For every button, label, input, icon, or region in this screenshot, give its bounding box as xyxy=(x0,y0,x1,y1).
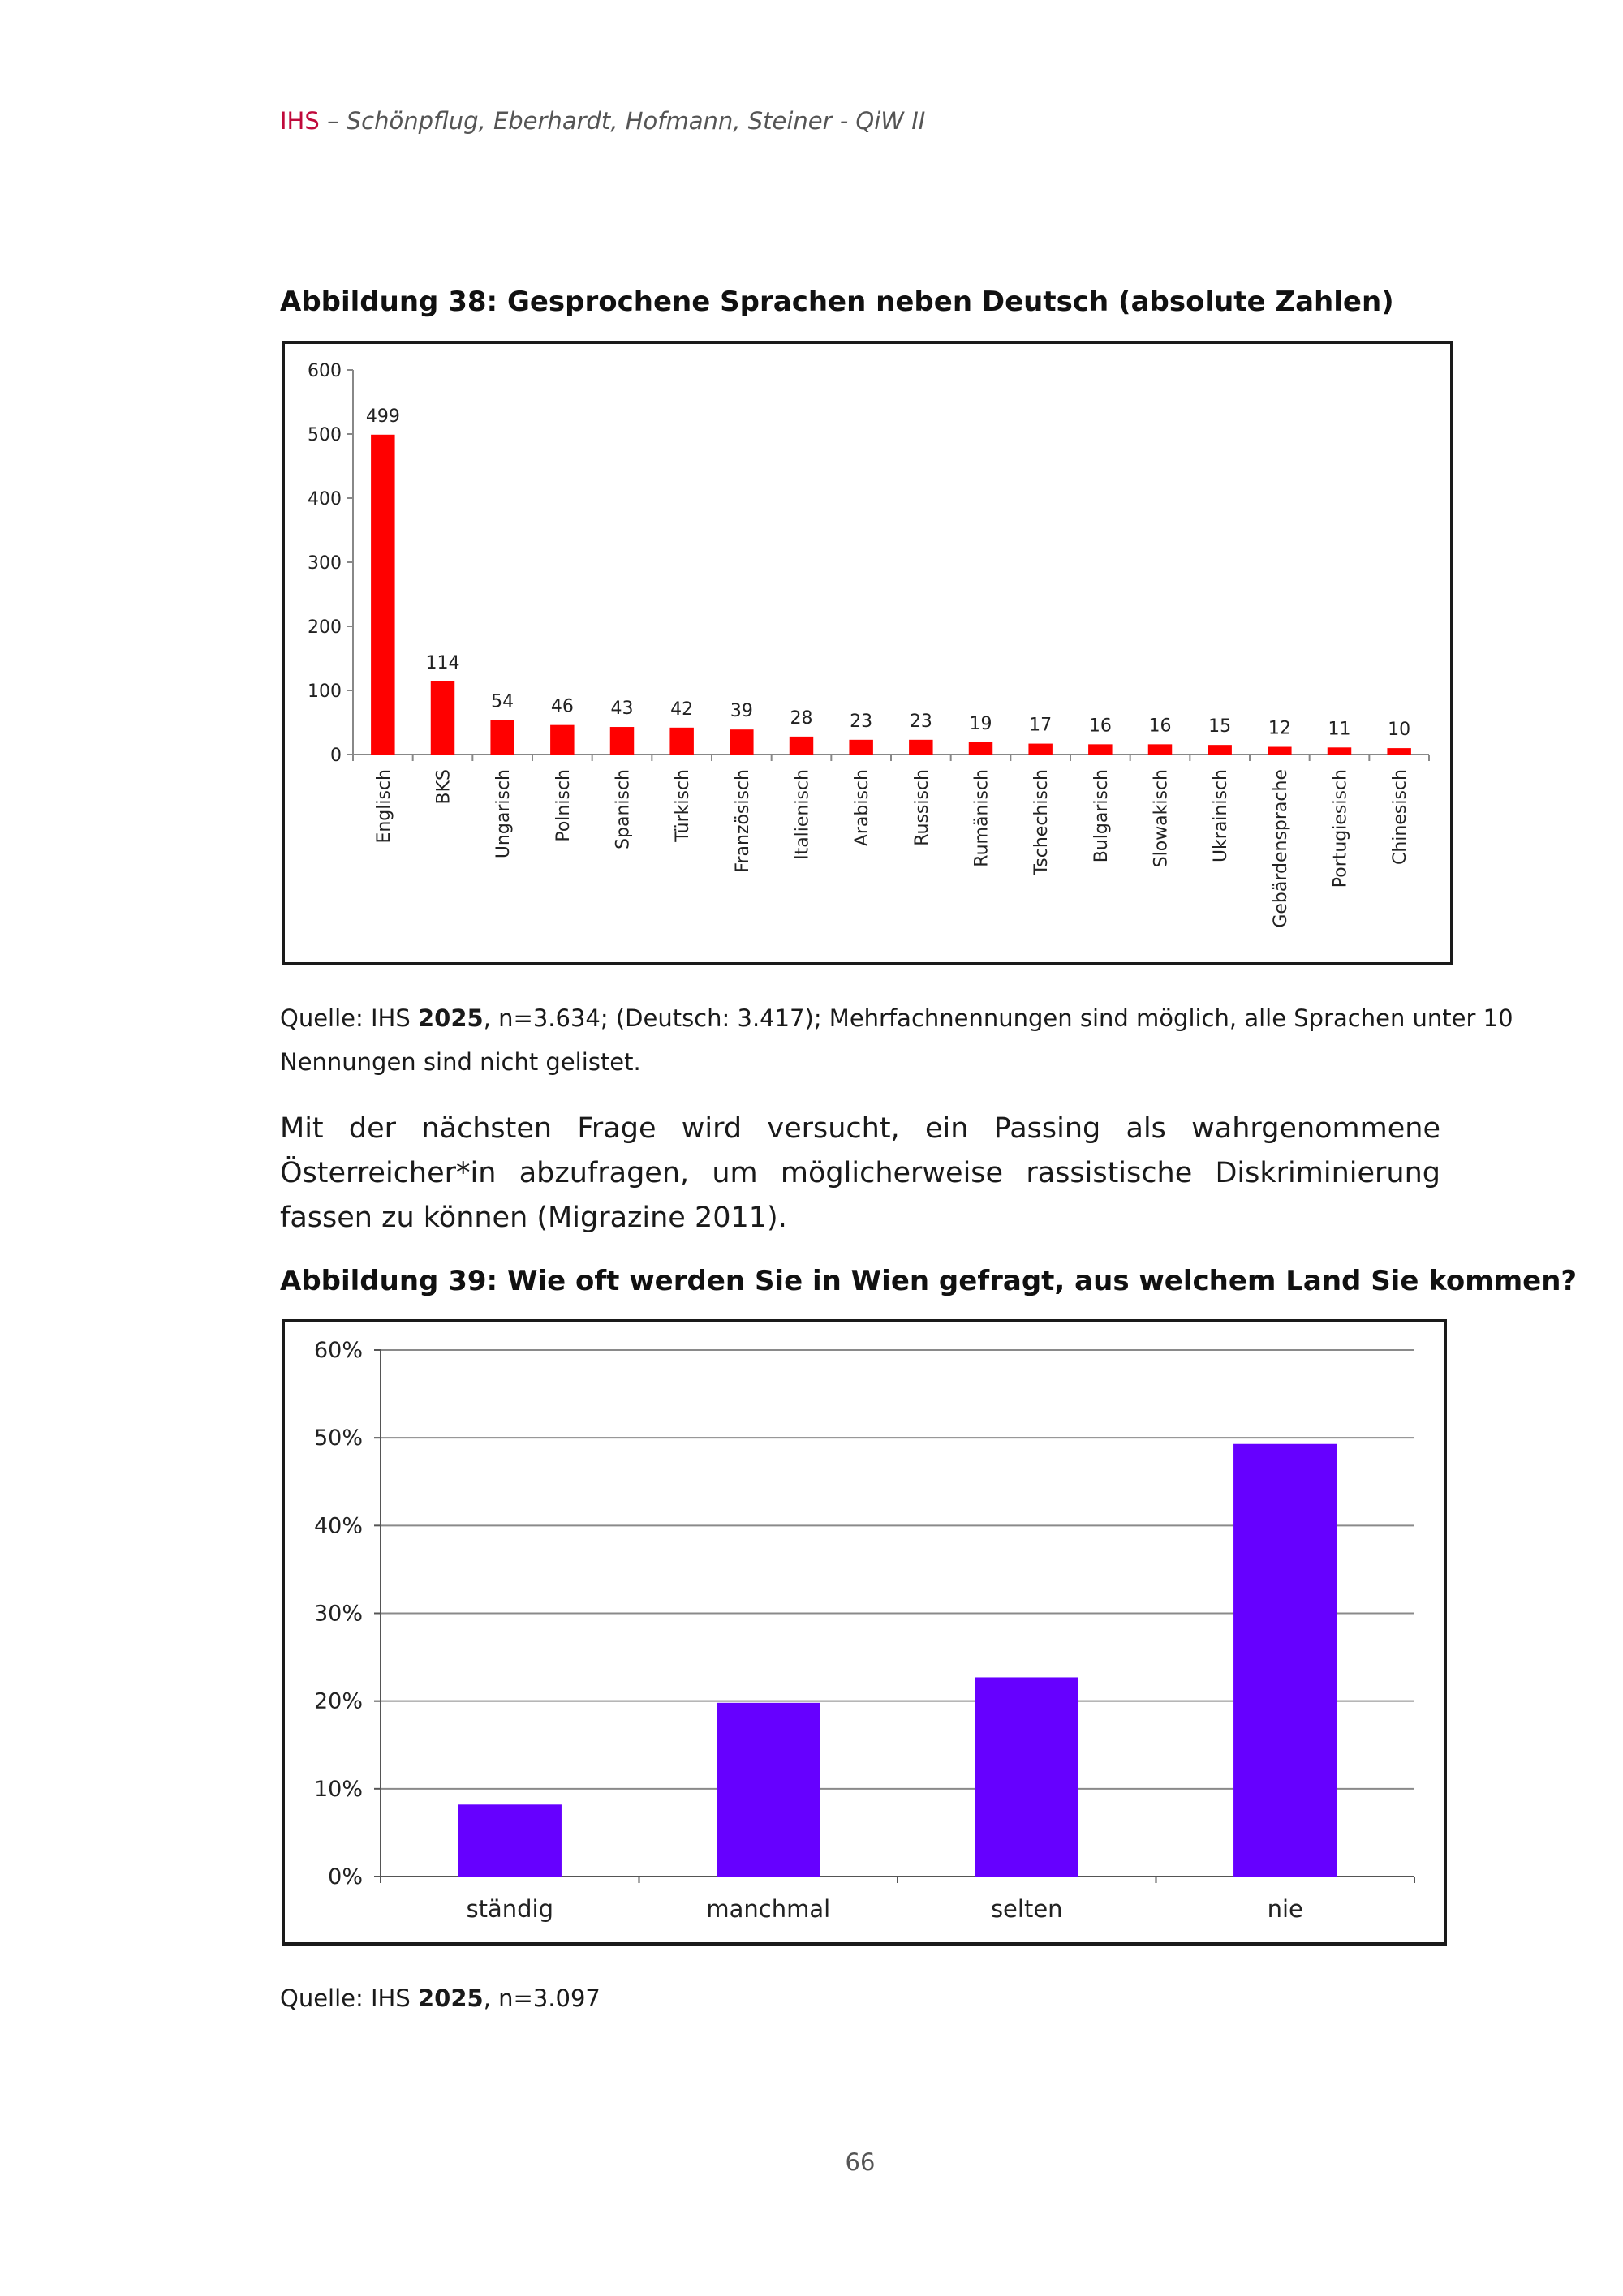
y-tick-label: 10% xyxy=(313,1776,363,1802)
x-tick-label: Ukrainisch xyxy=(1211,769,1232,863)
x-tick-label: Portugiesisch xyxy=(1330,769,1351,888)
bar xyxy=(610,727,634,755)
data-label: 39 xyxy=(730,701,753,722)
bar xyxy=(669,728,693,755)
figure-39-chart xyxy=(282,1319,1447,1946)
y-tick-label: 400 xyxy=(308,489,342,510)
bar xyxy=(1328,747,1351,755)
body-paragraph: Mit der nächsten Frage wird versucht, ein Passing als wahrgenommene Österreicher*in abzufragen, um möglicherweise rassistische Diskriminierung fassen zu können (Migrazine 2011). xyxy=(280,1112,1440,1234)
y-tick-label: 0% xyxy=(328,1864,363,1890)
x-tick-label: Ungarisch xyxy=(493,769,514,859)
data-label: 42 xyxy=(670,699,694,720)
bar xyxy=(1233,1444,1337,1877)
bar xyxy=(790,737,813,755)
figure-39-svg xyxy=(285,1322,1444,1942)
bar xyxy=(730,729,753,755)
bar xyxy=(458,1804,562,1877)
figure-38-source-line2: Nennungen sind nicht gelistet. xyxy=(280,1048,641,1076)
x-tick-label: Russisch xyxy=(911,769,932,846)
data-label: 46 xyxy=(550,696,574,717)
bar xyxy=(371,435,394,755)
x-tick-label: BKS xyxy=(433,769,454,805)
data-label: 23 xyxy=(850,711,873,732)
data-label: 12 xyxy=(1268,718,1291,739)
y-tick-label: 600 xyxy=(308,361,342,381)
page-number: 66 xyxy=(845,2148,876,2176)
data-label: 54 xyxy=(491,691,514,712)
data-label: 16 xyxy=(1148,716,1172,737)
bar xyxy=(975,1677,1078,1877)
figure-39-title: Abbildung 39: Wie oft werden Sie in Wien gefragt, aus welchem Land Sie kommen? xyxy=(280,1265,1578,1297)
x-tick-label: ständig xyxy=(466,1895,554,1923)
x-tick-label: Englisch xyxy=(373,769,394,844)
x-tick-label: Bulgarisch xyxy=(1091,768,1112,863)
data-label: 114 xyxy=(425,652,460,673)
bar xyxy=(1268,747,1291,755)
x-tick-label: Chinesisch xyxy=(1390,769,1411,865)
bar xyxy=(1148,744,1172,755)
y-tick-label: 300 xyxy=(308,553,342,574)
x-tick-label: Türkisch xyxy=(673,769,694,842)
x-tick-label: Spanisch xyxy=(613,769,634,849)
bar xyxy=(717,1703,820,1877)
figure-38-svg xyxy=(285,344,1450,962)
y-tick-label: 40% xyxy=(313,1513,363,1539)
bar xyxy=(431,681,454,755)
x-tick-label: manchmal xyxy=(706,1895,831,1923)
data-label: 19 xyxy=(969,713,992,734)
figure-38-chart xyxy=(282,341,1453,965)
y-tick-label: 50% xyxy=(313,1425,363,1451)
bar xyxy=(490,720,514,755)
x-tick-label: Gebärdensprache xyxy=(1270,769,1291,928)
x-tick-label: Italienisch xyxy=(792,769,813,860)
data-label: 11 xyxy=(1328,719,1351,740)
header-org: IHS xyxy=(280,107,320,135)
data-label: 15 xyxy=(1208,716,1232,737)
figure-39-source-year: 2025 xyxy=(417,1984,484,2012)
x-tick-label: Tschechisch xyxy=(1031,769,1053,875)
bar xyxy=(849,740,872,755)
bar xyxy=(1387,748,1410,755)
figure-38-title: Abbildung 38: Gesprochene Sprachen neben Deutsch (absolute Zahlen) xyxy=(280,286,1394,318)
figure-38-source-rest: , n=3.634; (Deutsch: 3.417); Mehrfachnennungen sind möglich, alle Sprachen unter 10 xyxy=(483,1004,1513,1032)
figure-39-source-rest: , n=3.097 xyxy=(483,1984,601,2012)
y-tick-label: 30% xyxy=(313,1601,363,1627)
data-label: 16 xyxy=(1088,716,1112,737)
bar xyxy=(1088,744,1112,755)
data-label: 23 xyxy=(909,711,932,732)
figure-38-source-year: 2025 xyxy=(417,1004,484,1032)
data-label: 10 xyxy=(1388,720,1411,741)
bar xyxy=(909,740,932,755)
figure-39-source-prefix: Quelle: IHS xyxy=(280,1984,418,2012)
x-tick-label: Arabisch xyxy=(852,769,873,847)
x-tick-label: nie xyxy=(1267,1895,1303,1923)
figure-38-source-prefix: Quelle: IHS xyxy=(280,1004,418,1032)
figure-38-source xyxy=(280,996,1513,1084)
figure-39-source xyxy=(280,1976,601,2020)
y-tick-label: 20% xyxy=(313,1688,363,1714)
header-authors: – Schönpflug, Eberhardt, Hofmann, Steiner - QiW II xyxy=(319,107,926,135)
y-tick-label: 200 xyxy=(308,617,342,638)
y-tick-label: 100 xyxy=(308,681,342,702)
x-tick-label: Französisch xyxy=(732,769,753,873)
running-header xyxy=(280,107,925,135)
data-label: 43 xyxy=(610,699,634,720)
bar xyxy=(969,742,992,755)
bar xyxy=(1028,744,1052,755)
x-tick-label: Polnisch xyxy=(553,769,574,842)
y-tick-label: 0 xyxy=(330,746,342,766)
data-label: 17 xyxy=(1029,715,1053,736)
data-label: 28 xyxy=(790,707,813,729)
data-label: 499 xyxy=(365,406,400,427)
x-tick-label: Rumänisch xyxy=(971,769,992,867)
x-tick-label: selten xyxy=(990,1895,1063,1923)
x-tick-label: Slowakisch xyxy=(1151,769,1172,868)
y-tick-label: 60% xyxy=(313,1338,363,1363)
y-tick-label: 500 xyxy=(308,425,342,445)
bar xyxy=(1208,745,1231,755)
bar xyxy=(550,725,574,755)
